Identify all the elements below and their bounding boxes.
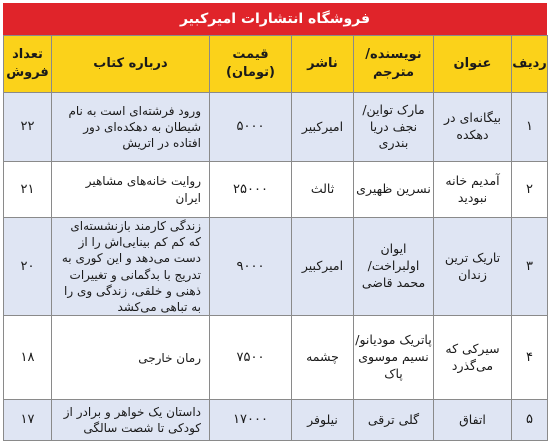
cell-publisher: ثالث [292, 162, 354, 218]
cell-author: مارک تواین/ نجف دریا بندری [354, 93, 434, 162]
cell-publisher: نیلوفر [292, 400, 354, 441]
cell-publisher: چشمه [292, 316, 354, 400]
cell-row: ۱ [512, 93, 548, 162]
cell-price: ۲۵۰۰۰ [210, 162, 292, 218]
cell-row: ۵ [512, 400, 548, 441]
cell-publisher: امیرکبیر [292, 93, 354, 162]
cell-row: ۴ [512, 316, 548, 400]
header-row [4, 36, 548, 93]
table-row [4, 162, 548, 218]
cell-author: گلی ترقی [354, 400, 434, 441]
cell-title: اتفاق [434, 400, 512, 441]
cell-sales: ۱۷ [4, 400, 52, 441]
cell-price: ۷۵۰۰ [210, 316, 292, 400]
col-header-title: عنوان [434, 36, 512, 93]
bookstore-table-panel [3, 3, 547, 438]
cell-title: سیرکی که می‌گذرد [434, 316, 512, 400]
cell-price: ۹۰۰۰ [210, 218, 292, 316]
cell-author: پاتریک مودیانو/ نسیم موسوی پاک [354, 316, 434, 400]
table-row [4, 93, 548, 162]
col-header-publisher: ناشر [292, 36, 354, 93]
col-header-author: نویسنده/ مترجم [354, 36, 434, 93]
cell-title: تاریک ترین زندان [434, 218, 512, 316]
cell-about: رمان خارجی [52, 316, 210, 400]
table-row [4, 400, 548, 441]
cell-price: ۵۰۰۰ [210, 93, 292, 162]
cell-author: ایوان اولبراخت/ محمد قاضی [354, 218, 434, 316]
cell-price: ۱۷۰۰۰ [210, 400, 292, 441]
cell-sales: ۲۲ [4, 93, 52, 162]
cell-author: نسرین ظهیری [354, 162, 434, 218]
cell-sales: ۱۸ [4, 316, 52, 400]
cell-sales: ۲۱ [4, 162, 52, 218]
cell-row: ۲ [512, 162, 548, 218]
col-header-about: درباره کتاب [52, 36, 210, 93]
cell-title: آمدیم خانه نبودید [434, 162, 512, 218]
cell-about: داستان یک خواهر و برادر از کودکی تا شصت سالگی [52, 400, 210, 441]
cell-about: زندگی کارمند بازنشسته‌ای که کم کم بینایی‌اش را از دست می‌دهد و این کوری به تدریج با بدگمانی و تغییرات ذهنی و خلقی، زندگی وی را به تباهی می‌کشد [52, 218, 210, 316]
cell-publisher: امیرکبیر [292, 218, 354, 316]
cell-about: ورود فرشته‌ای است به نام شیطان به دهکده‌ای دور افتاده در اتریش [52, 93, 210, 162]
table-title: فروشگاه انتشارات امیرکبیر [3, 3, 547, 35]
col-header-row: ردیف [512, 36, 548, 93]
table-row [4, 316, 548, 400]
col-header-sales: تعداد فروش [4, 36, 52, 93]
table-row [4, 218, 548, 316]
bestseller-table [3, 35, 548, 441]
cell-about: روایت خانه‌های مشاهیر ایران [52, 162, 210, 218]
cell-row: ۳ [512, 218, 548, 316]
cell-sales: ۲۰ [4, 218, 52, 316]
col-header-price: قیمت (تومان) [210, 36, 292, 93]
cell-title: بیگانه‌ای در دهکده [434, 93, 512, 162]
